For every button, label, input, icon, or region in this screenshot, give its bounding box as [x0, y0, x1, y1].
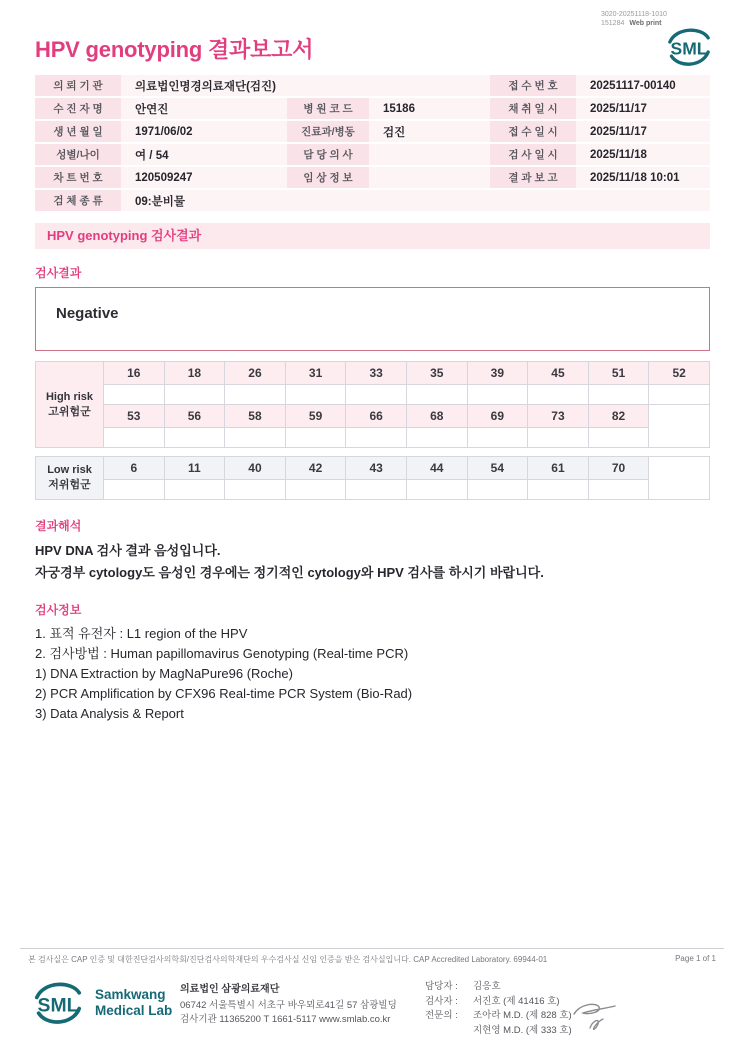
genotype-cell-44: 44 [406, 457, 467, 480]
lab-name-line-2: Medical Lab [95, 1003, 173, 1018]
genotype-cell-54: 54 [467, 457, 528, 480]
result-cell [588, 385, 649, 405]
test-info-title: 검사정보 [35, 603, 82, 617]
tester-name: 서진호 (제 41416 호) [473, 995, 560, 1007]
result-cell [346, 428, 407, 448]
staff-row-tester [425, 995, 572, 1010]
result-cell [225, 480, 286, 500]
field-value-specimen: 09:분비물 [121, 190, 710, 211]
sml-logo-icon [30, 979, 86, 1027]
field-value-test-datetime: 2025/11/18 [576, 144, 710, 165]
print-info [601, 19, 667, 28]
result-cell [164, 428, 225, 448]
low-risk-label-en: Low risk [47, 464, 92, 476]
genotype-cell-58: 58 [225, 405, 286, 428]
specialist-name-1: 조아라 M.D. (제 828 호) [473, 1010, 572, 1021]
page-title: HPV genotyping 결과보고서 [35, 37, 314, 62]
field-label-department: 진료과/병동 [287, 121, 369, 142]
genotype-cell-51: 51 [588, 362, 649, 385]
genotype-cell-73: 73 [528, 405, 589, 428]
high-risk-label [36, 362, 104, 448]
genotype-cell-56: 56 [164, 405, 225, 428]
result-cell [164, 385, 225, 405]
manager-label: 담당자 : [425, 981, 458, 992]
empty-cell [649, 457, 710, 500]
field-label-receipt-datetime: 접 수 일 시 [490, 121, 576, 142]
field-value-hospital-code: 15186 [369, 98, 490, 119]
result-cell [467, 428, 528, 448]
test-info-line: 1. 표적 유전자 : L1 region of the HPV [35, 626, 248, 641]
staff-row-specialist-1 [425, 1009, 572, 1024]
result-cell [588, 428, 649, 448]
tester-label: 검사자 : [425, 995, 458, 1007]
field-value-department: 검진 [369, 121, 490, 142]
org-info [180, 980, 397, 1027]
field-value-receipt-datetime: 2025/11/17 [576, 121, 710, 142]
field-label-sex-age: 성별/나이 [35, 144, 121, 165]
high-risk-result-row-2 [36, 428, 710, 448]
interpretation-line: HPV DNA 검사 결과 음성입니다. [35, 543, 221, 558]
field-label-specimen: 검 체 종 류 [35, 190, 121, 211]
field-label-birth: 생 년 월 일 [35, 121, 121, 142]
result-cell [285, 480, 346, 500]
result-cell [225, 428, 286, 448]
test-info-line: 2. 검사방법 : Human papillomavirus Genotyping (Real-time PCR) [35, 646, 409, 661]
interpretation-line: 자궁경부 cytology도 음성인 경우에는 정기적인 cytology와 HPV 검사를 하시기 바랍니다. [35, 565, 544, 580]
empty-cell [649, 405, 710, 448]
low-risk-label-ko: 저위험군 [48, 479, 91, 491]
field-label-collect-datetime: 채 취 일 시 [490, 98, 576, 119]
genotype-cell-66: 66 [346, 405, 407, 428]
signature-icon [572, 1001, 618, 1035]
result-cell [346, 385, 407, 405]
genotype-cell-43: 43 [346, 457, 407, 480]
genotype-cell-18: 18 [164, 362, 225, 385]
result-cell [406, 428, 467, 448]
footer-org-block [20, 977, 724, 1049]
sml-logo-icon [664, 25, 714, 69]
low-risk-type-row [36, 457, 710, 480]
high-risk-type-row-1 [36, 362, 710, 385]
interpretation-title: 결과해석 [35, 519, 82, 533]
test-info-body [35, 624, 710, 724]
field-value-collect-datetime: 2025/11/17 [576, 98, 710, 119]
genotype-cell-53: 53 [104, 405, 165, 428]
result-cell [104, 428, 165, 448]
field-label-hospital-code: 병 원 코 드 [287, 98, 369, 119]
result-cell [528, 385, 589, 405]
genotype-cell-61: 61 [528, 457, 589, 480]
high-risk-result-row-1 [36, 385, 710, 405]
genotype-cell-68: 68 [406, 405, 467, 428]
genotype-cell-40: 40 [225, 457, 286, 480]
staff-info [425, 980, 572, 1038]
web-print-label: Web print [629, 20, 662, 27]
result-cell [588, 480, 649, 500]
genotype-cell-31: 31 [285, 362, 346, 385]
footer-logo [30, 979, 172, 1027]
genotype-cell-70: 70 [588, 457, 649, 480]
info-row-patient [35, 98, 710, 119]
genotype-cell-82: 82 [588, 405, 649, 428]
result-cell [528, 480, 589, 500]
result-cell [467, 480, 528, 500]
field-label-receipt-no: 접 수 번 호 [490, 75, 576, 96]
field-label-patient: 수 진 자 명 [35, 98, 121, 119]
field-label-test-datetime: 검 사 일 시 [490, 144, 576, 165]
manager-name: 김응호 [473, 981, 501, 992]
page-footer [20, 948, 724, 1049]
high-risk-label-ko: 고위험군 [48, 405, 91, 418]
result-cell [649, 385, 710, 405]
staff-row-specialist-2 [425, 1024, 572, 1039]
genotype-cell-16: 16 [104, 362, 165, 385]
result-cell [285, 428, 346, 448]
result-cell [406, 385, 467, 405]
result-label: 검사결과 [35, 266, 82, 280]
field-value-doctor [369, 144, 490, 165]
genotype-cell-52: 52 [649, 362, 710, 385]
genotype-cell-35: 35 [406, 362, 467, 385]
field-label-client: 의 뢰 기 관 [35, 75, 121, 96]
result-cell [164, 480, 225, 500]
genotype-cell-69: 69 [467, 405, 528, 428]
field-value-chart: 120509247 [121, 167, 287, 188]
info-row-birth [35, 121, 710, 142]
interpretation-body [35, 540, 710, 584]
field-label-doctor: 담 당 의 사 [287, 144, 369, 165]
result-cell [346, 480, 407, 500]
field-value-birth: 1971/06/02 [121, 121, 287, 142]
field-value-report-datetime: 2025/11/18 10:01 [576, 167, 710, 188]
section-header-test-result: HPV genotyping 검사결과 [35, 223, 710, 249]
test-info-line: 3) Data Analysis & Report [35, 706, 184, 721]
field-label-report-datetime: 결 과 보 고 [490, 167, 576, 188]
field-label-chart: 차 트 번 호 [35, 167, 121, 188]
genotype-cell-42: 42 [285, 457, 346, 480]
result-cell [285, 385, 346, 405]
field-label-clinical: 임 상 정 보 [287, 167, 369, 188]
footer-disclaimer-row [20, 949, 724, 965]
result-box [35, 287, 710, 351]
field-value-patient: 안연진 [121, 98, 287, 119]
lab-name [95, 987, 172, 1019]
info-row-client [35, 75, 710, 96]
info-row-sex-age [35, 144, 710, 165]
low-risk-result-row [36, 480, 710, 500]
accreditation-disclaimer: 본 검사실은 CAP 인증 및 대한진단검사의학회/진단검사의학재단의 우수검사실 신임 인증을 받은 검사실입니다. CAP Accredited Laboratory. 69944-01 [28, 955, 548, 964]
result-cell [104, 385, 165, 405]
result-value: Negative [56, 305, 119, 322]
sml-logo-text: SML [37, 994, 79, 1017]
field-value-sex-age: 여 / 54 [121, 144, 287, 165]
genotype-cell-59: 59 [285, 405, 346, 428]
genotype-cell-33: 33 [346, 362, 407, 385]
test-info-line: 2) PCR Amplification by CFX96 Real-time PCR System (Bio-Rad) [35, 686, 413, 701]
doc-number: 3020-20251118-1010 [601, 11, 667, 18]
print-meta [601, 10, 667, 28]
org-name: 의료법인 삼광의료재단 [180, 984, 280, 995]
specialist-name-2: 지현영 M.D. (제 333 호) [473, 1024, 572, 1036]
lab-name-line-1: Samkwang [95, 987, 166, 1002]
info-row-specimen [35, 190, 710, 211]
genotype-cell-45: 45 [528, 362, 589, 385]
report-content [35, 75, 710, 724]
field-value-clinical [369, 167, 490, 188]
test-info-line: 1) DNA Extraction by MagNaPure96 (Roche) [35, 666, 293, 681]
genotype-cell-26: 26 [225, 362, 286, 385]
doc-number-2: 151284 [601, 20, 625, 27]
org-contact: 검사기관 11365200 T 1661-5117 www.smlab.co.kr [180, 1014, 391, 1025]
staff-row-manager [425, 980, 572, 995]
genotype-cell-11: 11 [164, 457, 225, 480]
page-number: Page 1 of 1 [675, 954, 716, 963]
result-cell [528, 428, 589, 448]
field-value-client: 의료법인명경의료재단(검진) [121, 75, 490, 96]
result-cell [104, 480, 165, 500]
sml-logo-text: SML [670, 38, 708, 59]
info-row-chart [35, 167, 710, 188]
genotype-cell-39: 39 [467, 362, 528, 385]
low-risk-table [35, 456, 710, 500]
org-address: 06742 서울특별시 서초구 바우뫼로41길 57 삼광빌딩 [180, 1000, 397, 1011]
high-risk-label-en: High risk [45, 390, 94, 403]
specialist-label: 전문의 : [425, 1010, 458, 1021]
field-value-receipt-no: 20251117-00140 [576, 75, 710, 96]
high-risk-type-row-2 [36, 405, 710, 428]
result-cell [406, 480, 467, 500]
low-risk-label [36, 457, 104, 500]
genotype-cell-6: 6 [104, 457, 165, 480]
result-cell [225, 385, 286, 405]
high-risk-table [35, 361, 710, 448]
result-cell [467, 385, 528, 405]
